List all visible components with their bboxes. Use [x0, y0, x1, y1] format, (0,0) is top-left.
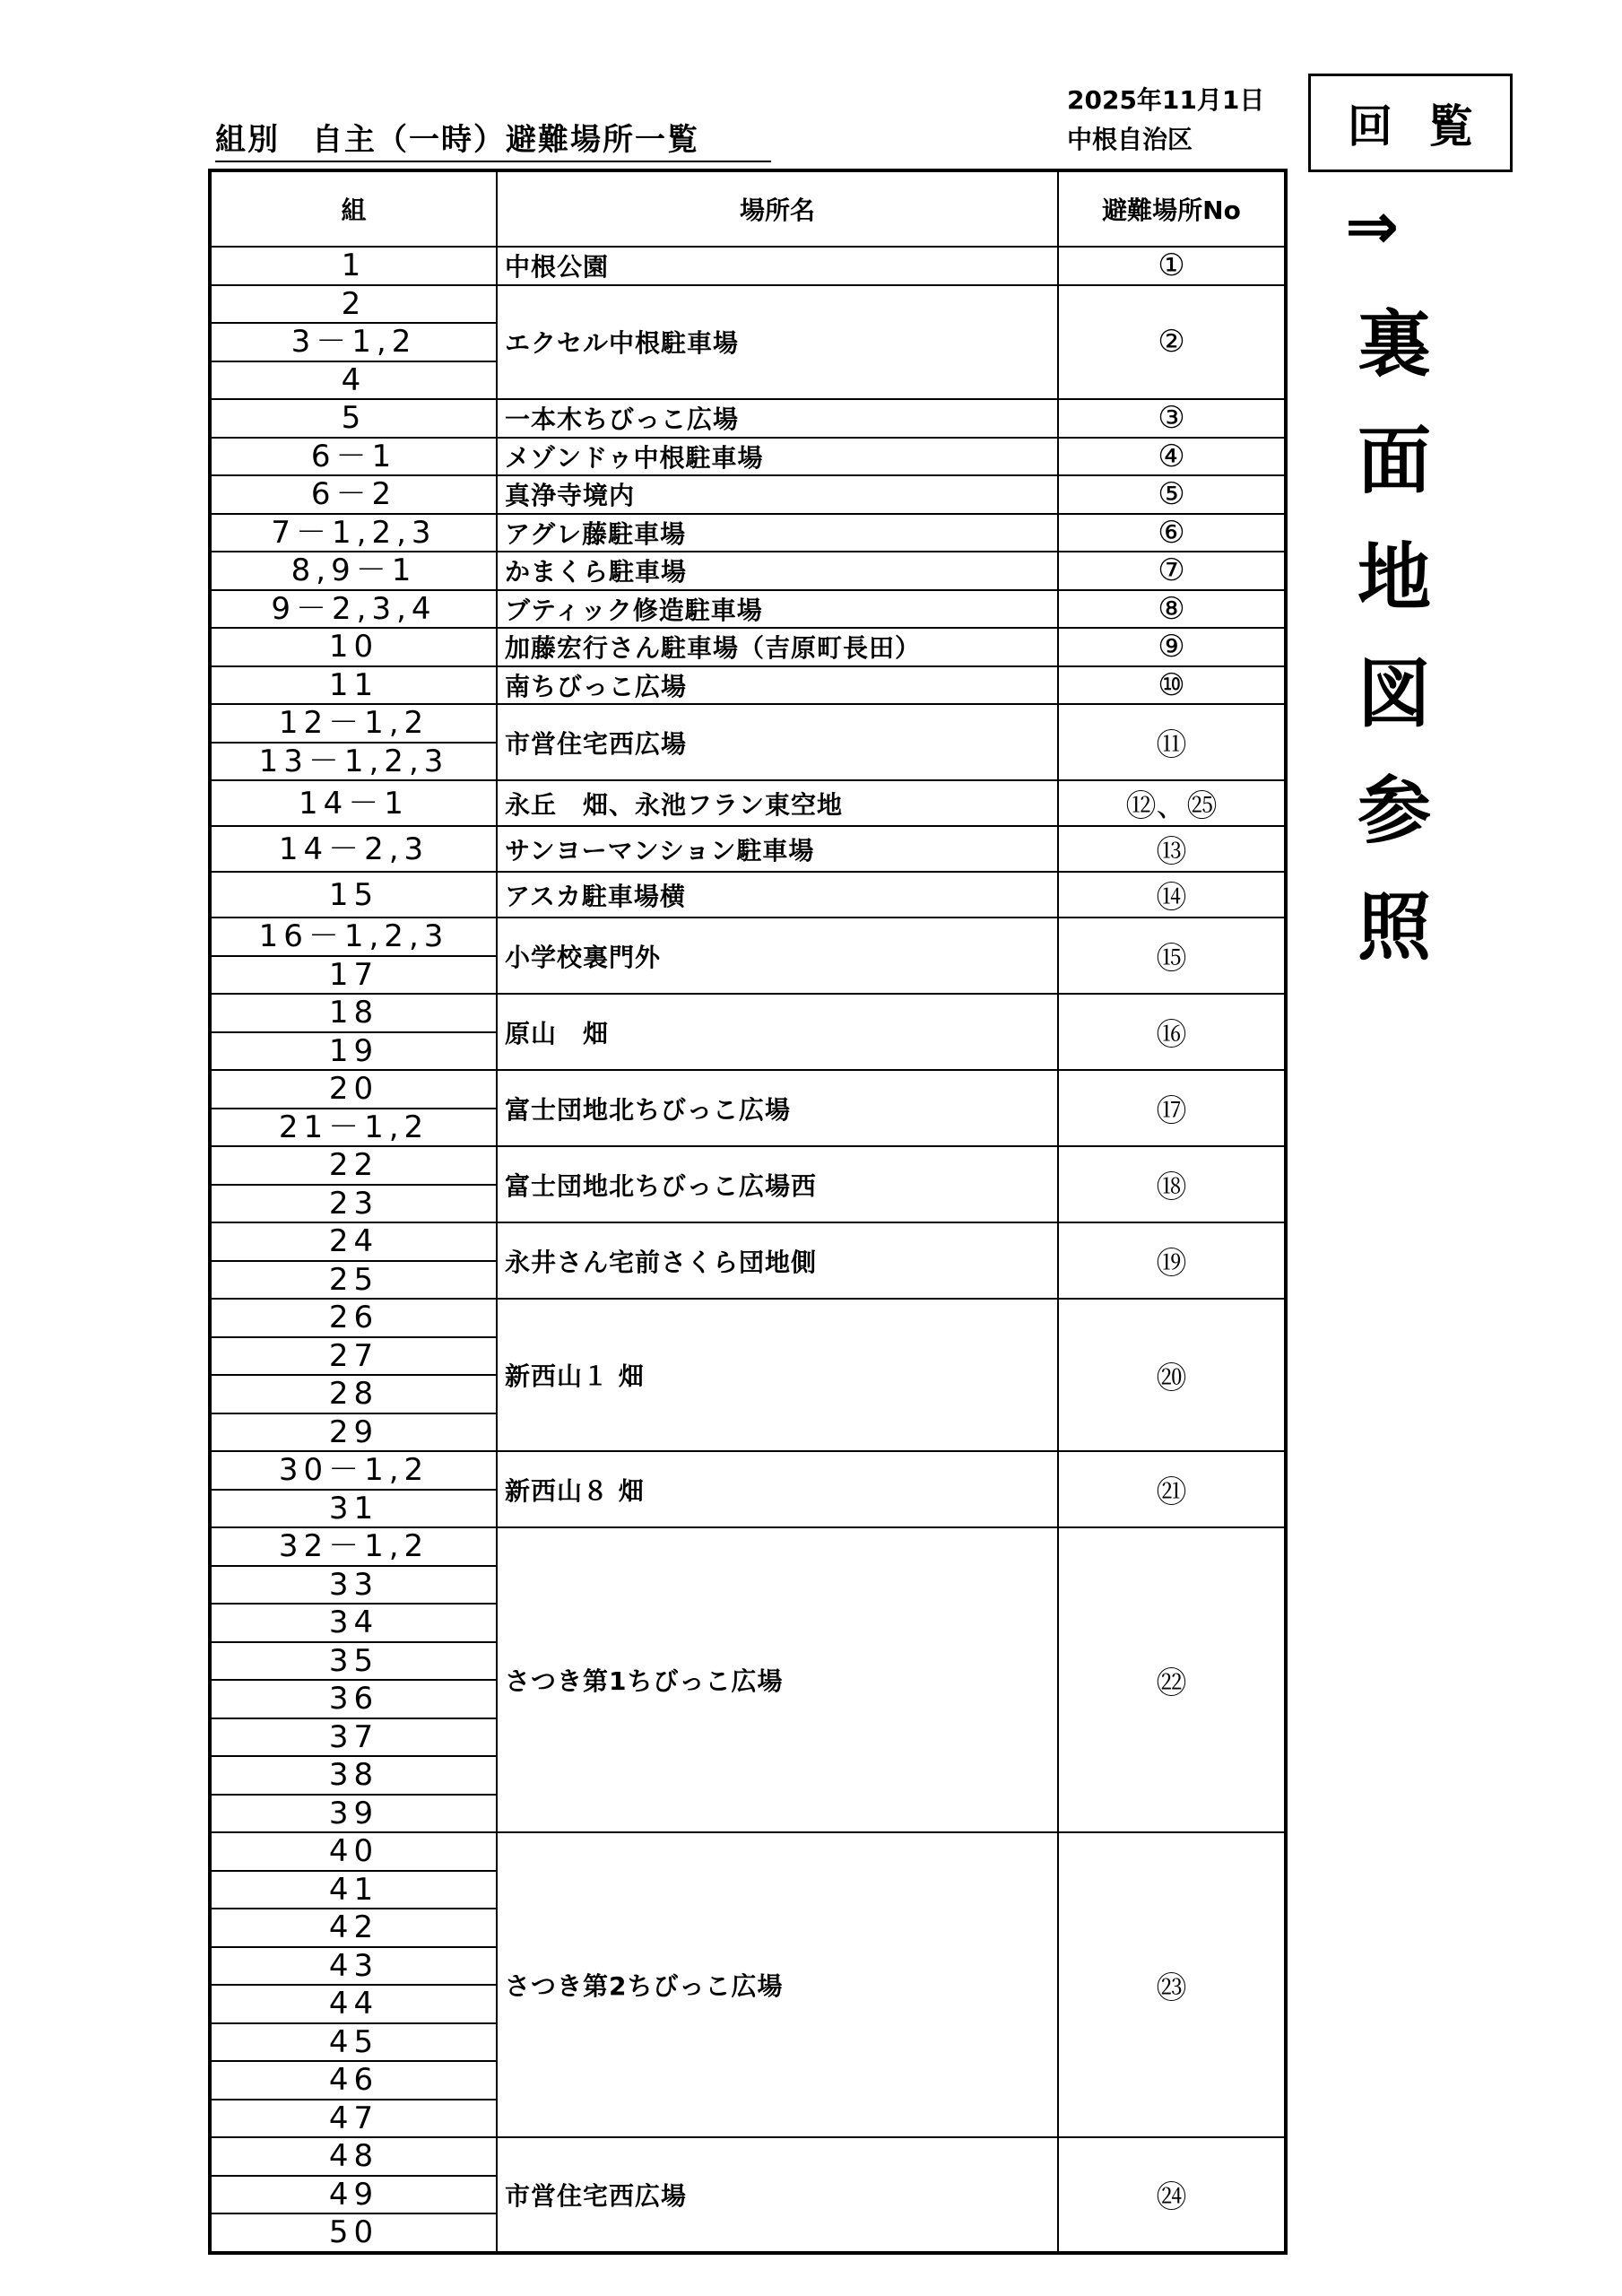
- kumi-cell: 50: [210, 2213, 497, 2253]
- vertical-char: 裏: [1357, 302, 1431, 387]
- vertical-char: 地: [1357, 535, 1431, 621]
- kumi-cell: 46: [210, 2061, 497, 2100]
- table-row: [210, 247, 1286, 285]
- table-row: [210, 666, 1286, 705]
- kumi-cell: 9－2,3,4: [210, 590, 497, 629]
- kumi-cell: 21－1,2: [210, 1109, 497, 1147]
- place-cell: 真浄寺境内: [497, 475, 1058, 514]
- kumi-cell: 25: [210, 1261, 497, 1300]
- kumi-cell: 3－1,2: [210, 323, 497, 361]
- kairan-box: 回覧: [1308, 74, 1513, 172]
- site-number-cell: ⑲: [1058, 1222, 1286, 1299]
- kumi-cell: 16－1,2,3: [210, 918, 497, 956]
- site-number-cell: ⑫、㉕: [1058, 780, 1286, 826]
- site-number-cell: ⑬: [1058, 826, 1286, 872]
- table-row: [210, 1070, 1286, 1109]
- site-number-cell: ⑧: [1058, 590, 1286, 629]
- kumi-cell: 6－1: [210, 438, 497, 476]
- right-arrow-icon: ⇒: [1345, 188, 1400, 264]
- kumi-cell: 17: [210, 956, 497, 995]
- evacuation-site-table: [208, 169, 1288, 2255]
- kumi-cell: 39: [210, 1795, 497, 1833]
- kumi-cell: 15: [210, 872, 497, 918]
- site-number-cell: ③: [1058, 399, 1286, 438]
- kumi-cell: 41: [210, 1871, 497, 1909]
- kumi-cell: 8,9－1: [210, 552, 497, 590]
- site-number-cell: ㉒: [1058, 1527, 1286, 1832]
- kumi-cell: 32－1,2: [210, 1527, 497, 1566]
- kumi-cell: 5: [210, 399, 497, 438]
- kumi-cell: 47: [210, 2100, 497, 2138]
- kumi-cell: 19: [210, 1032, 497, 1071]
- site-number-cell: ⑯: [1058, 994, 1286, 1070]
- place-cell: 永丘 畑、永池フラン東空地: [497, 780, 1058, 826]
- table-row: [210, 285, 1286, 324]
- table-row: [210, 1146, 1286, 1185]
- kumi-cell: 13－1,2,3: [210, 743, 497, 781]
- kumi-cell: 31: [210, 1490, 497, 1528]
- kumi-cell: 37: [210, 1718, 497, 1757]
- kumi-cell: 48: [210, 2137, 497, 2176]
- kumi-cell: 18: [210, 994, 497, 1032]
- place-cell: 中根公園: [497, 247, 1058, 285]
- table-row: [210, 872, 1286, 918]
- kumi-cell: 40: [210, 1832, 497, 1871]
- kumi-cell: 35: [210, 1642, 497, 1681]
- kumi-cell: 12－1,2: [210, 704, 497, 743]
- site-number-cell: ⑥: [1058, 514, 1286, 552]
- column-header-kumi: 組: [210, 170, 497, 247]
- kumi-cell: 45: [210, 2023, 497, 2062]
- kumi-cell: 14－1: [210, 780, 497, 826]
- place-cell: 富士団地北ちびっこ広場西: [497, 1146, 1058, 1222]
- place-cell: 南ちびっこ広場: [497, 666, 1058, 705]
- table-row: [210, 2137, 1286, 2176]
- table-row: [210, 780, 1286, 826]
- site-number-cell: ㉑: [1058, 1451, 1286, 1527]
- site-number-cell: ⑰: [1058, 1070, 1286, 1146]
- place-cell: 市営住宅西広場: [497, 2137, 1058, 2253]
- site-number-cell: ④: [1058, 438, 1286, 476]
- site-number-cell: ①: [1058, 247, 1286, 285]
- kumi-cell: 49: [210, 2176, 497, 2214]
- site-number-cell: ⑮: [1058, 918, 1286, 994]
- place-cell: サンヨーマンション駐車場: [497, 826, 1058, 872]
- kumi-cell: 7－1,2,3: [210, 514, 497, 552]
- kumi-cell: 2: [210, 285, 497, 324]
- kumi-cell: 14－2,3: [210, 826, 497, 872]
- table-row: [210, 399, 1286, 438]
- table-row: [210, 514, 1286, 552]
- place-cell: 小学校裏門外: [497, 918, 1058, 994]
- table-row: [210, 826, 1286, 872]
- page-title: 組別 自主（一時）避難場所一覧: [215, 115, 771, 162]
- table-header-row: [210, 170, 1286, 247]
- kumi-cell: 28: [210, 1375, 497, 1413]
- place-cell: かまくら駐車場: [497, 552, 1058, 590]
- site-number-cell: ⑳: [1058, 1299, 1286, 1451]
- table-row: [210, 1299, 1286, 1337]
- place-cell: 加藤宏行さん駐車場（吉原町長田）: [497, 628, 1058, 666]
- table-row: [210, 628, 1286, 666]
- kumi-cell: 11: [210, 666, 497, 705]
- kumi-cell: 36: [210, 1680, 497, 1718]
- table-row: [210, 552, 1286, 590]
- place-cell: 原山 畑: [497, 994, 1058, 1070]
- site-number-cell: ⑨: [1058, 628, 1286, 666]
- table-row: [210, 1527, 1286, 1566]
- vertical-char: 参: [1357, 769, 1431, 854]
- kumi-cell: 42: [210, 1909, 497, 1947]
- site-number-cell: ⑪: [1058, 704, 1286, 780]
- kumi-cell: 43: [210, 1947, 497, 1986]
- vertical-char: 面: [1357, 419, 1431, 504]
- place-cell: さつき第2ちびっこ広場: [497, 1832, 1058, 2137]
- kumi-cell: 24: [210, 1222, 497, 1261]
- kumi-cell: 22: [210, 1146, 497, 1185]
- kumi-cell: 4: [210, 361, 497, 400]
- site-number-cell: ⑦: [1058, 552, 1286, 590]
- place-cell: アグレ藤駐車場: [497, 514, 1058, 552]
- kumi-cell: 10: [210, 628, 497, 666]
- place-cell: 永井さん宅前さくら団地側: [497, 1222, 1058, 1299]
- table-row: [210, 704, 1286, 743]
- site-number-cell: ⑱: [1058, 1146, 1286, 1222]
- table-row: [210, 1832, 1286, 1871]
- vertical-char: 照: [1357, 885, 1431, 970]
- place-cell: 新西山８ 畑: [497, 1451, 1058, 1527]
- place-cell: 富士団地北ちびっこ広場: [497, 1070, 1058, 1146]
- table-row: [210, 475, 1286, 514]
- see-back-map-note: [1336, 287, 1453, 987]
- kumi-cell: 30－1,2: [210, 1451, 497, 1490]
- table-row: [210, 1451, 1286, 1490]
- table-body: [210, 247, 1286, 2253]
- date-label: 2025年11月1日: [1067, 85, 1265, 115]
- place-cell: 新西山１ 畑: [497, 1299, 1058, 1451]
- table-row: [210, 994, 1286, 1032]
- site-number-cell: ⑩: [1058, 666, 1286, 705]
- organization-label: 中根自治区: [1067, 125, 1193, 154]
- kumi-cell: 44: [210, 1985, 497, 2023]
- vertical-char: 図: [1357, 652, 1431, 737]
- site-number-cell: ⑤: [1058, 475, 1286, 514]
- kumi-cell: 20: [210, 1070, 497, 1109]
- kumi-cell: 29: [210, 1413, 497, 1452]
- kumi-cell: 33: [210, 1566, 497, 1605]
- place-cell: 市営住宅西広場: [497, 704, 1058, 780]
- place-cell: アスカ駐車場横: [497, 872, 1058, 918]
- place-cell: 一本木ちびっこ広場: [497, 399, 1058, 438]
- kumi-cell: 26: [210, 1299, 497, 1337]
- kumi-cell: 27: [210, 1337, 497, 1376]
- table-row: [210, 918, 1286, 956]
- header-meta: [1067, 81, 1264, 160]
- table-row: [210, 1222, 1286, 1261]
- column-header-number: 避難場所No: [1058, 170, 1286, 247]
- site-number-cell: ⑭: [1058, 872, 1286, 918]
- kumi-cell: 23: [210, 1185, 497, 1223]
- place-cell: エクセル中根駐車場: [497, 285, 1058, 400]
- kumi-cell: 38: [210, 1756, 497, 1795]
- site-number-cell: ②: [1058, 285, 1286, 400]
- site-number-cell: ㉓: [1058, 1832, 1286, 2137]
- place-cell: メゾンドゥ中根駐車場: [497, 438, 1058, 476]
- place-cell: さつき第1ちびっこ広場: [497, 1527, 1058, 1832]
- place-cell: ブティック修造駐車場: [497, 590, 1058, 629]
- table-row: [210, 590, 1286, 629]
- kumi-cell: 6－2: [210, 475, 497, 514]
- table-row: [210, 438, 1286, 476]
- column-header-place: 場所名: [497, 170, 1058, 247]
- kumi-cell: 1: [210, 247, 497, 285]
- site-number-cell: ㉔: [1058, 2137, 1286, 2253]
- kumi-cell: 34: [210, 1604, 497, 1642]
